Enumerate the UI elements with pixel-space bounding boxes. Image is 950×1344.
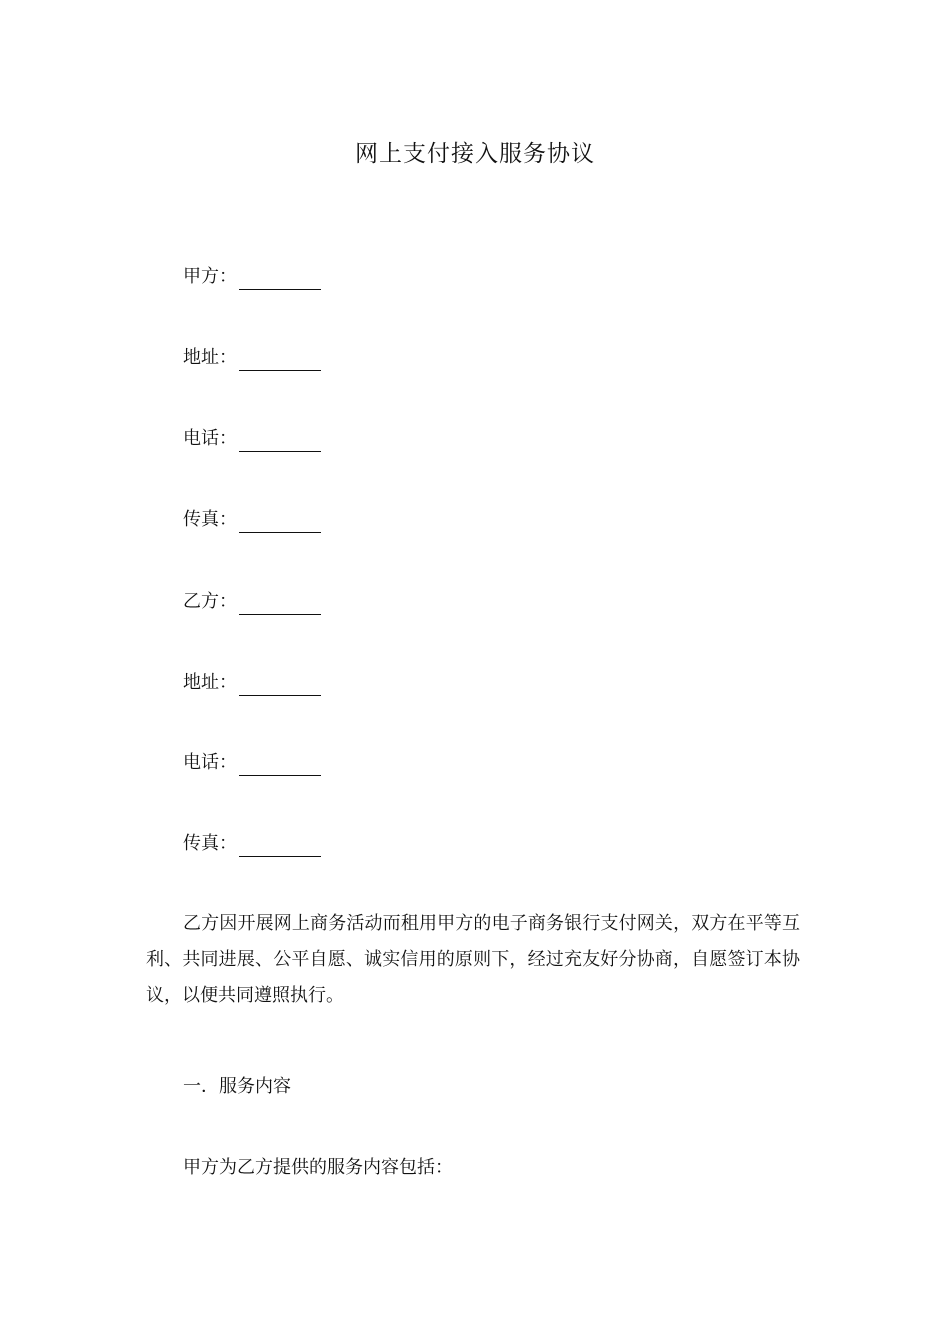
field-label: 地址： — [183, 347, 237, 368]
fill-in-blank — [239, 594, 321, 615]
fill-in-blank — [239, 836, 321, 857]
fill-in-blank — [239, 269, 321, 290]
fill-in-blank — [239, 431, 321, 452]
field-label: 电话： — [183, 428, 237, 449]
field-label: 甲方： — [183, 266, 237, 287]
field-label: 传真： — [183, 833, 237, 854]
field-label: 电话： — [183, 752, 237, 773]
section-line: 甲方为乙方提供的服务内容包括： — [183, 1157, 453, 1178]
party-b-field — [183, 589, 321, 615]
field-label: 乙方： — [183, 591, 237, 612]
party-a-fax-field — [183, 507, 321, 533]
document-title: 网上支付接入服务协议 — [355, 141, 595, 167]
fill-in-blank — [239, 755, 321, 776]
fill-in-blank — [239, 675, 321, 696]
fill-in-blank — [239, 350, 321, 371]
intro-paragraph: 乙方因开展网上商务活动而租用甲方的电子商务银行支付网关，双方在平等互利、共同进展、公平自愿、诚实信用的原则下，经过充友好分协商，自愿签订本协议，以便共同遵照执行。 — [146, 913, 800, 1006]
party-b-address-field — [183, 670, 321, 696]
party-b-phone-field — [183, 750, 321, 776]
field-label: 传真： — [183, 509, 237, 530]
party-a-field — [183, 264, 321, 290]
party-b-fax-field — [183, 831, 321, 857]
section-heading: 一．服务内容 — [183, 1076, 291, 1097]
party-a-phone-field — [183, 426, 321, 452]
field-label: 地址： — [183, 672, 237, 693]
fill-in-blank — [239, 512, 321, 533]
party-a-address-field — [183, 345, 321, 371]
